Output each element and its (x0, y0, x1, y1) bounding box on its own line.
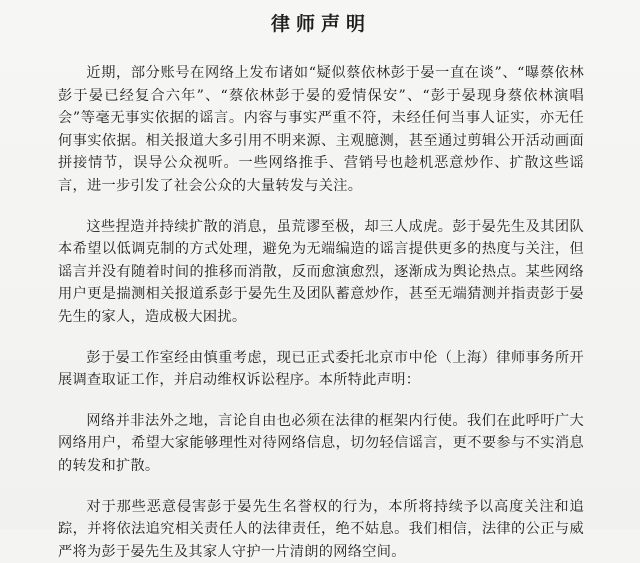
paragraph-spread: 这些捏造并持续扩散的消息，虽荒谬至极，却三人成虎。彭于晏先生及其团队本希望以低调克制的方式处理，避免为无端编造的谣言提供更多的热度与关注，但谣言并没有随着时间的推移而消散，反而愈演愈烈，逐渐成为舆论热点。某些网络用户更是揣测相关报道系彭于晏先生及团队蓄意炒作，甚至无端猜测并指责彭于晏先生的家人，造成极大困扰。 (58, 216, 584, 329)
paragraph-legal-action: 对于那些恶意侵害彭于晏先生名誉权的行为，本所将持续予以高度关注和追踪，并将依法追究相关责任人的法律责任，绝不姑息。我们相信，法律的公正与威严将为彭于晏先生及其家人守护一片清朗的网络空间。 (58, 496, 584, 563)
document-title: 律师声明 (58, 12, 584, 36)
paragraph-rumors: 近期，部分账号在网络上发布诸如“疑似蔡依林彭于晏一直在谈”、“曝蔡依林彭于晏已经复合六年”、“蔡依林彭于晏的爱情保安”、“彭于晏现身蔡依林演唱会”等毫无事实依据的谣言。内容与事实严重不符，未经任何当事人证实，亦无任何事实依据。相关报道大多引用不明来源、主观臆测，甚至通过剪辑公开活动画面拼接情节，误导公众视听。一些网络推手、营销号也趁机恶意炒作、扩散这些谣言，进一步引发了社会公众的大量转发与关注。 (58, 62, 584, 198)
paragraph-engagement: 彭于晏工作室经由慎重考虑，现已正式委托北京市中伦（上海）律师事务所开展调查取证工作，并启动维权诉讼程序。本所特此声明： (58, 347, 584, 392)
paragraph-appeal: 网络并非法外之地，言论自由也必须在法律的框架内行使。我们在此呼吁广大网络用户，希望大家能够理性对待网络信息，切勿轻信谣言，更不要参与不实消息的转发和扩散。 (58, 410, 584, 478)
